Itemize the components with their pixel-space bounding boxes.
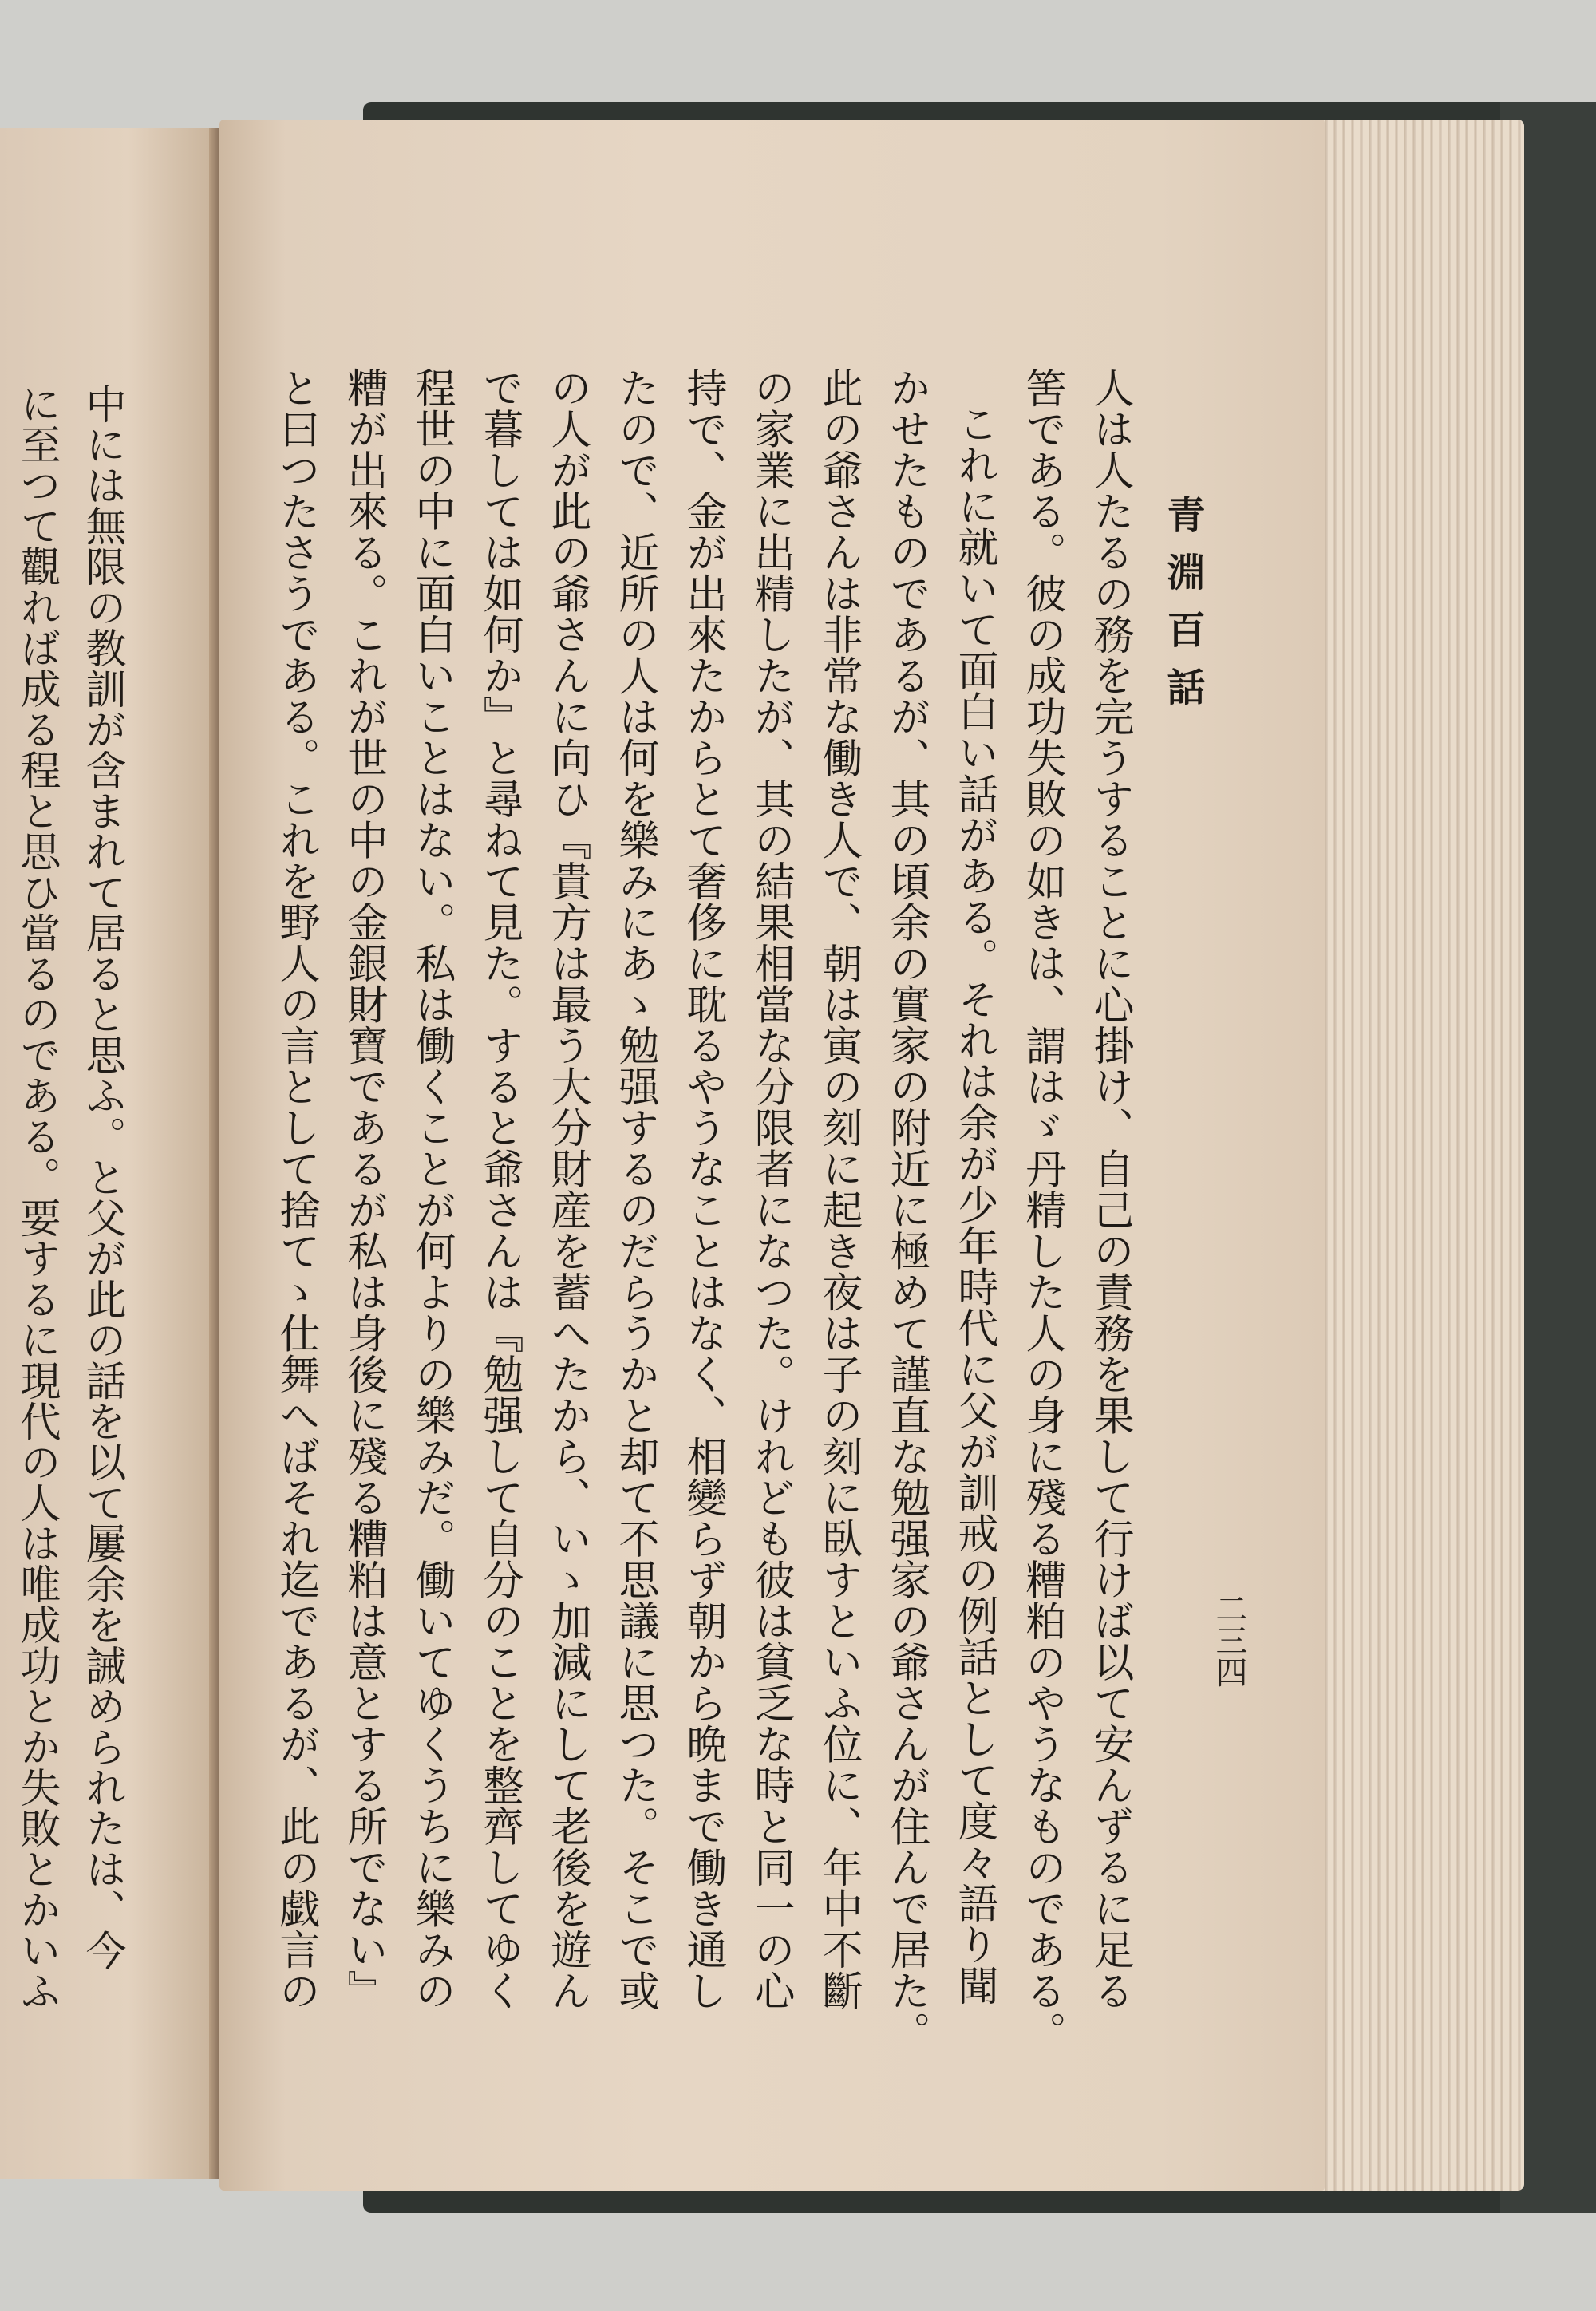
text-column-11: 程世の中に面白いことはない。私は働くことが何よりの樂みだ。働いてゆくうちに樂みの [408,367,455,2011]
text-column-13: と曰つたさうである。これを野人の言として捨てゝ仕舞へばそれ迄であるが、此の戯言の [272,367,319,2011]
page-block-edges [1293,120,1524,2191]
text-column-1: 人は人たるの務を完うすることに心掛け、自己の責務を果して行けば以て安んずるに足る [1086,367,1133,2011]
page-number: 二三四 [1211,1592,1247,1688]
text-column-3: これに就いて面白い話がある。それは余が少年時代に父が訓戒の例話として度々語り聞 [950,403,998,2006]
text-column-5: 此の爺さんは非常な働き人で、朝は寅の刻に起き夜は子の刻に臥すといふ位に、年中不斷 [815,367,862,2011]
text-column-7: 持で、金が出來たからとて奢侈に耽るやうなことはなく、相變らず朝から晩まで働き通し [679,367,726,2011]
text-column-12: 糟が出來る。これが世の中の金銀財寶であるが私は身後に殘る糟粕は意とする所でない』 [340,367,387,2011]
left-text-column-1: 中には無限の教訓が含まれて居ると思ふ。と父が此の話を以て屢余を誡められたは、今 [78,383,125,1970]
left-text-column-2: に至つて觀れば成る程と思ひ當るのである。要するに現代の人は唯成功とか失敗とかいふ [13,383,60,2011]
text-column-10: で暮しては如何か』と尋ねて見た。すると爺さんは『勉强して自分のことを整齊してゆく [476,367,523,2011]
text-column-8: たので、近所の人は何を樂みにあゝ勉强するのだらうかと却て不思議に思つた。そこで或 [611,367,658,2011]
text-column-9: の人が此の爺さんに向ひ『貴方は最う大分財産を蓄へたから、いゝ加減にして老後を遊ん [543,367,591,2011]
text-column-2: 筈である。彼の成功失敗の如きは、謂はゞ丹精した人の身に殘る糟粕のやうなものである。 [1018,367,1065,2052]
running-title: 青淵百話 [1160,495,1205,725]
text-column-4: かせたものであるが、其の頃余の實家の附近に極めて謹直な勉强家の爺さんが住んで居た。 [883,367,930,2052]
text-column-6: の家業に出精したが、其の結果相當な分限者になつた。けれども彼は貧乏な時と同一の心 [747,367,794,2011]
